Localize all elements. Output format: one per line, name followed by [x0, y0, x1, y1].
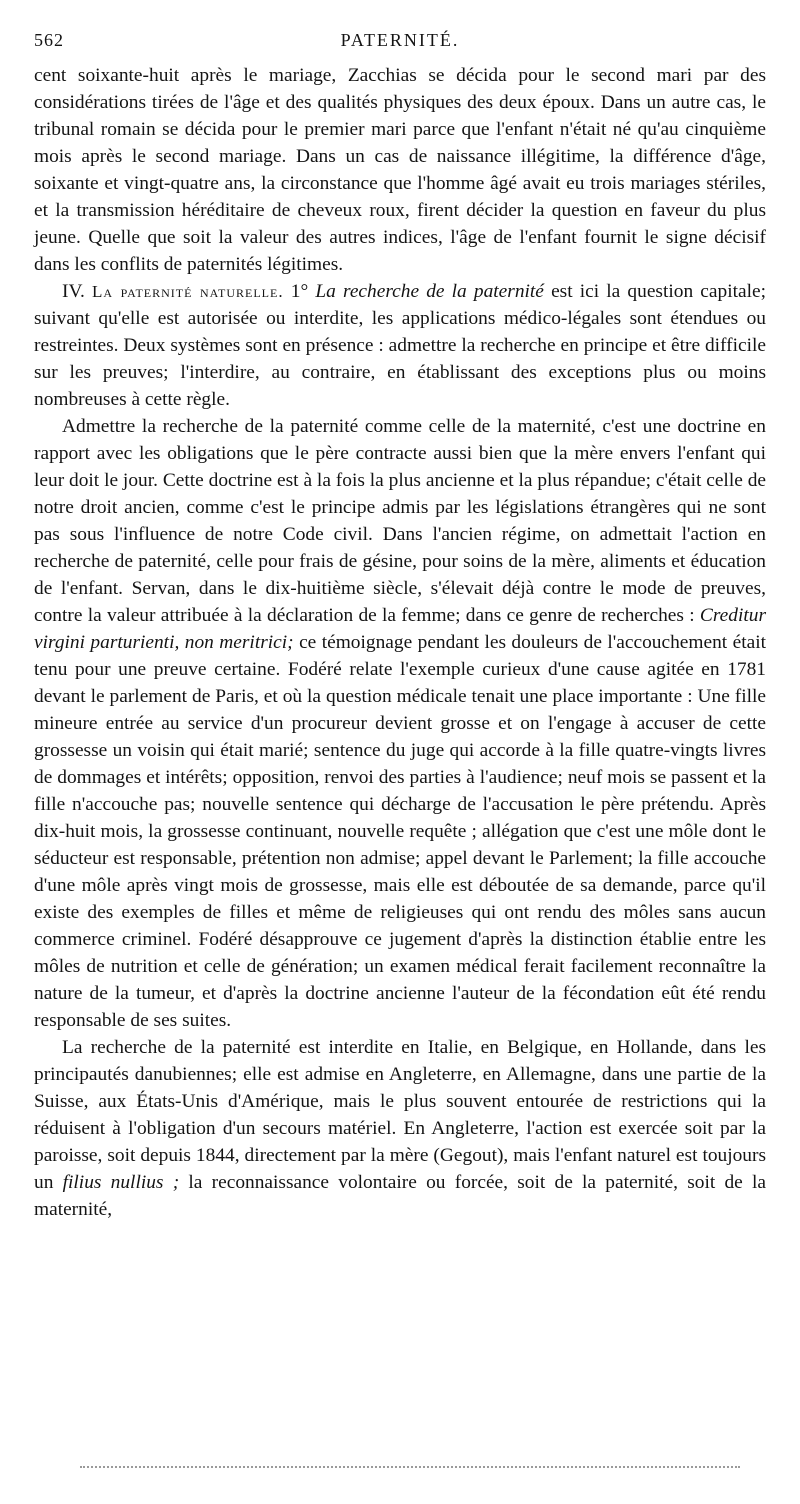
body-text	[34, 62, 766, 1223]
subsection-title: La recherche de la paternité	[315, 281, 544, 302]
running-title: PATERNITÉ.	[340, 30, 460, 50]
page-header	[34, 30, 766, 62]
paragraph-text: est ici la question capitale; suivant qu'elle est autorisée ou interdite, les applications médico-légales sont étendues ou restreintes. Deux systèmes sont en présence : admettre la recherche en principe et être difficile sur les preuves; l'interdire, au contraire, en établissant des exceptions plus ou moins nombreuses à cette règle.	[34, 281, 766, 410]
latin-quote: filius nullius ;	[62, 1172, 180, 1193]
section-number: IV.	[62, 281, 85, 302]
paragraph-recherche	[34, 1034, 766, 1223]
book-page	[34, 30, 766, 1223]
paragraph-text: ce témoignage pendant les douleurs de l'accouchement était tenu pour une preuve certaine. Fodéré relate l'exemple curieux d'une cause agitée en 1781 devant le parlement de Paris, et où la question médicale tenait une place importante : Une fille mineure entrée au service d'un procureur devient grosse et on l'engage à accuser de cette grossesse un voisin qui était marié; sentence du juge qui accorde à la fille quatre-vingts livres de dommages et intérêts; opposition, renvoi des parties à l'audience; neuf mois se passent et la fille n'accouche pas; nouvelle sentence qui décharge de l'accusation le père prétendu. Après dix-huit mois, la grossesse continuant, nouvelle requête ; allégation que c'est une môle dont le séducteur est responsable, prétention non admise; appel devant le Parlement; la fille accouche d'une môle après vingt mois de grossesse, mais elle est déboutée de sa demande, parce qu'il existe des exemples de filles et même de religieuses qui ont rendu des môles sans aucun commerce criminel. Fodéré désapprouve ce jugement d'après la distinction établie entre les môles de nutrition et celle de génération; un examen médical ferait facilement reconnaître la nature de la tumeur, et d'après la doctrine ancienne l'auteur de la fécondation eût été rendu responsable de ses suites.	[34, 632, 766, 1031]
paragraph-text: La recherche de la paternité est interdite en Italie, en Belgique, en Hollande, dans les principautés danubiennes; elle est admise en Angleterre, en Allemagne, dans une partie de la Suisse, aux États-Unis d'Amérique, mais le plus souvent entourée de restrictions qui la réduisent à l'obligation d'un secours matériel. En Angleterre, l'action est exercée soit par la paroisse, soit depuis 1844, directement par la mère (Gegout), mais l'enfant naturel est toujours un	[34, 1037, 766, 1193]
page-number: 562	[34, 30, 64, 50]
paragraph-continuation	[34, 62, 766, 278]
latin-quote: Creditur virgini parturienti, non meritrici;	[34, 605, 766, 653]
section-heading: La paternité naturelle.	[91, 282, 284, 301]
paragraph-text: Admettre la recherche de la paternité comme celle de la maternité, c'est une doctrine en rapport avec les obligations que le père contracte aussi bien que la mère envers l'enfant qui leur doit le jour. Cette doctrine est à la fois la plus ancienne et la plus répandue; c'était celle de notre droit ancien, comme c'est le principe admis par les législations étrangères qui ne sont pas sous l'influence de notre Code civil. Dans l'ancien régime, on admettait l'action en recherche de paternité, celle pour frais de gésine, pour soins de la mère, aliments et éducation de l'enfant. Servan, dans le dix-huitième siècle, s'élevait déjà contre le mode de preuves, contre la valeur attribuée à la déclaration de la femme; dans ce genre de recherches :	[34, 416, 766, 626]
paragraph-admettre	[34, 413, 766, 1034]
subsection-number: 1°	[290, 281, 309, 302]
footer-rule	[80, 1466, 740, 1472]
paragraph-section-iv	[34, 278, 766, 413]
paragraph-text: la reconnaissance volontaire ou forcée, soit de la paternité, soit de la maternité,	[34, 1172, 766, 1220]
paragraph-text: cent soixante-huit après le mariage, Zacchias se décida pour le second mari par des considérations tirées de l'âge et des qualités physiques des deux époux. Dans un autre cas, le tribunal romain se décida pour le premier mari parce que l'enfant n'était né qu'au cinquième mois après le second mariage. Dans un cas de naissance illégitime, la différence d'âge, soixante et vingt-quatre ans, la circonstance que l'homme âgé avait eu trois mariages stériles, et la transmission héréditaire de cheveux roux, firent décider la question en faveur du plus jeune. Quelle que soit la valeur des autres indices, l'âge de l'enfant fournit le signe décisif dans les conflits de paternités légitimes.	[34, 65, 766, 275]
